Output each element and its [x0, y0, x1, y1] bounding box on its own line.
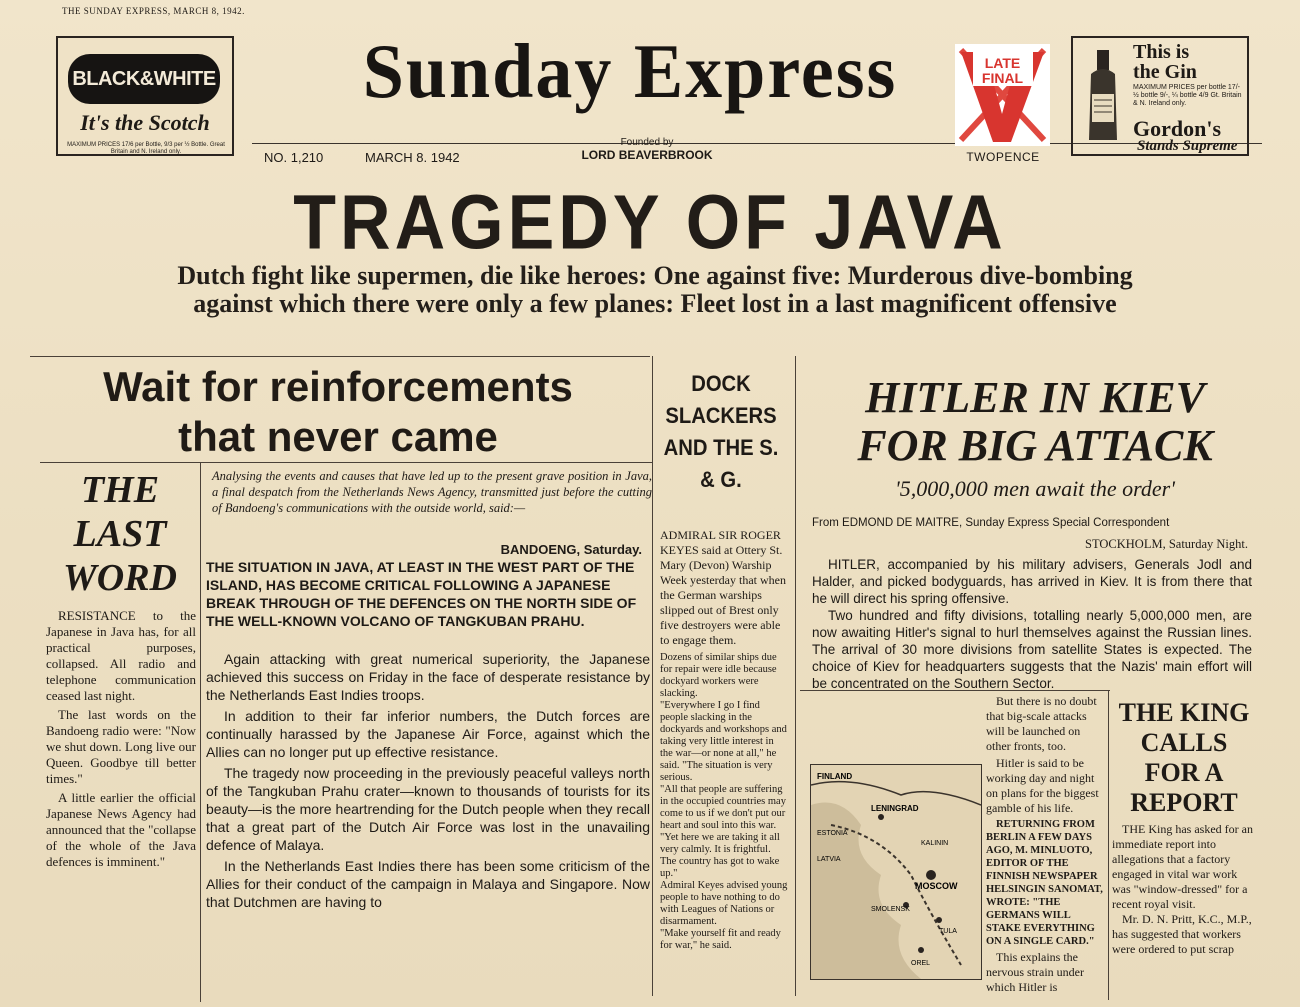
last-word-headline: THE LAST WORD — [62, 469, 178, 599]
hitler-story-dateline: STOCKHOLM, Saturday Night. — [1085, 537, 1248, 551]
hitler-story-headline — [800, 374, 1270, 470]
column-rule — [1108, 690, 1109, 1000]
left-story-paragraph: In addition to their far inferior numbers, the Dutch forces are continually harassed by the Japanese Air Force, against which the Allies can no longer put up effective resistance. — [206, 708, 650, 760]
last-word-paragraph: The last words on the Bandoeng radio were: "Now we shut down. Long live our Queen. Goodbye till better times." — [46, 707, 196, 786]
gin-brand: Gordon's — [1133, 116, 1222, 141]
column-rule — [652, 356, 653, 996]
eastern-front-map — [810, 764, 982, 980]
king-story-paragraph: Mr. D. N. Pritt, K.C., M.P., has suggested that workers were ordered to put scrap — [1112, 912, 1252, 956]
king-story-paragraph: THE King has asked for an immediate report into allegations that a factory engaged in vital war work was "window-dressed" for a recent royal visit. — [1112, 822, 1253, 911]
hitler-story-paragraph: Two hundred and fifty divisions, totalling nearly 5,000,000 men, are now awaiting Hitler's signal to hurl themselves against the Russian lines. The arrival of 30 more divisions from satellite States is expected. The choice of Kiev for headquarters suggests that the Nazis' main effort will be concentrated on the Southern Sector. — [812, 608, 1252, 691]
left-story-body — [206, 650, 650, 914]
dock-story-paragraph: "Yet here we are taking it all very calmly. It is frightful. The country has got to wake up." — [660, 832, 780, 879]
gin-ad-fine-print: MAXIMUM PRICES per bottle 17/- ½ bottle 9/-, ¼ bottle 4/9 Gt. Britain & N. Ireland only. — [1133, 84, 1242, 107]
column-rule — [795, 356, 796, 996]
left-story-lead: THE SITUATION IN JAVA, AT LEAST IN THE WEST PART OF THE ISLAND, HAS BECOME CRITICAL FOLLOWING A JAPANESE BREAK THROUGH OF THE DEFENCES ON THE NORTH SIDE OF THE WELL-KNOWN VOLCANO OF TANGKUBAN PRAHU. — [206, 559, 637, 629]
hitler-story-paragraph: But there is no doubt that big-scale attacks will be launched on other fronts, too. — [986, 694, 1097, 753]
left-story-paragraph: In the Netherlands East Indies there has been some criticism of the Allies for their conduct of the campaign in Malaya and Singapore. Now that Dutchmen are having to — [206, 858, 650, 910]
ad-black-and-white — [56, 36, 234, 156]
hitler-story-paragraph: HITLER, accompanied by his military advisers, Generals Jodl and Halder, and picked bodyguards, has arrived in Kiev. It is from there that he will direct his spring offensive. — [812, 557, 1252, 606]
map-label: TULA — [939, 928, 957, 935]
map-label: LENINGRAD — [871, 804, 919, 813]
gin-ad-line-1: This is — [1133, 41, 1190, 63]
left-story-headline — [28, 362, 648, 462]
dock-story-body — [660, 528, 788, 952]
king-story-body — [1112, 822, 1256, 957]
last-word-paragraph: RESISTANCE to the Japanese in Java has, for all practical purposes, collapsed. All radio and telephone communication ceased last night. — [46, 608, 196, 703]
hitler-story-paragraph: RETURNING FROM BERLIN A FEW DAYS AGO, M. MINLUOTO, EDITOR OF THE FINNISH NEWSPAPER HELSINGIN SANOMAT, WROTE: "THE GERMANS WILL STAKE EVERYTHING ON A SINGLE CARD." — [986, 819, 1103, 947]
column-rule — [40, 462, 652, 463]
hitler-headline-line-2: FOR BIG ATTACK — [857, 421, 1213, 470]
dock-story-paragraph: Admiral Keyes advised young people to have nothing to do with Leagues of Nations or disarmament. — [660, 880, 788, 927]
issue-date: MARCH 8. 1942 — [365, 150, 460, 165]
left-story-paragraph: Again attacking with great numerical superiority, the Japanese achieved this success on Friday in the face of desperate resistance by the Netherlands East Indies troops. — [206, 651, 650, 703]
column-rule — [30, 356, 650, 357]
dock-story-paragraph: "Make yourself fit and ready for war," he said. — [660, 928, 781, 951]
last-word-body — [46, 608, 196, 873]
map-label: LATVIA — [817, 856, 841, 863]
gin-ad-line-2: the Gin — [1133, 61, 1197, 83]
dock-story-paragraph: Dozens of similar ships due for repair were idle because dockyard workers were slacking. — [660, 652, 777, 699]
map-graphic — [811, 765, 981, 979]
late-label: LATE — [984, 55, 1021, 71]
left-story-paragraph: The tragedy now proceeding in the previously peaceful valleys north of the Tangkuban Prahu crater—known to thousands of tourists for its beauty—is the more heartrending for the Dutch people when they recall that a great part of the Dutch Air Force was lost in the unavailing defence of Malaya. — [206, 765, 650, 853]
founded-label: Founded by — [620, 137, 674, 148]
ad-gordons-gin — [1071, 36, 1249, 156]
hitler-story-continued — [986, 694, 1106, 997]
late-final-box — [955, 44, 1050, 146]
map-label: FINLAND — [817, 772, 853, 781]
final-label: FINAL — [981, 70, 1024, 86]
hitler-story-paragraph: This explains the nervous strain under which Hitler is — [986, 950, 1084, 994]
founded-by — [572, 136, 722, 163]
late-final-label — [955, 56, 1050, 86]
king-story-headline: THE KING CALLS FOR A REPORT — [1118, 698, 1250, 817]
dock-story-paragraph: ADMIRAL SIR ROGER KEYES said at Ottery St. Mary (Devon) Warship Week yesterday that when the German warships slipped out of Brest only five destroyers were able to engage them. — [660, 528, 786, 647]
hitler-story-body — [812, 556, 1252, 692]
map-label: MOSCOW — [915, 881, 958, 891]
left-story-intro: Analysing the events and causes that have led up to the present grave position in Java, a final despatch from the Netherlands News Agency, transmitted just before the cutting of Bandoeng's communications with the outside world, said:— — [212, 469, 652, 515]
left-headline-line-2: that never came — [178, 413, 498, 460]
gin-ad-headline — [1133, 42, 1197, 82]
map-label: ESTONIA — [817, 830, 848, 837]
map-label: OREL — [911, 960, 931, 967]
hitler-story-paragraph: Hitler is said to be working day and night on plans for the biggest gamble of his life. — [986, 756, 1099, 815]
left-story-dateline: BANDOENG, Saturday. — [500, 542, 642, 557]
left-headline-line-1: Wait for reinforcements — [103, 363, 573, 410]
map-label: SMOLENSK — [871, 906, 910, 913]
top-dateline: THE SUNDAY EXPRESS, MARCH 8, 1942. — [62, 6, 245, 16]
dock-story-paragraph: "All that people are suffering in the occupied countries may come to us if we don't put our heart and soul into this war. — [660, 784, 786, 831]
map-label: KALININ — [921, 840, 949, 847]
founder-name: LORD BEAVERBROOK — [581, 148, 713, 162]
column-rule — [200, 462, 201, 1002]
last-word-paragraph: A little earlier the official Japanese News Agency had announced that the "collapse of the whole of the Java defences is imminent." — [46, 790, 196, 869]
masthead: Sunday Express — [362, 28, 898, 116]
price: TWOPENCE — [966, 150, 1040, 164]
gin-bottle-icon — [1081, 48, 1125, 144]
ad-tagline: It's the Scotch — [80, 110, 210, 135]
hitler-headline-line-1: HITLER IN KIEV — [865, 373, 1205, 422]
issue-number: NO. 1,210 — [264, 150, 324, 165]
main-subheadline: Dutch fight like supermen, die like heroes: One against five: Murderous dive-bombing against which there were only a few planes: Fleet lost in a last magnificent offensive — [177, 261, 1133, 318]
main-headline: TRAGEDY OF JAVA — [293, 179, 1007, 265]
hitler-story-subhead: '5,000,000 men await the order' — [895, 476, 1175, 501]
ad-fine-print: MAXIMUM PRICES 17/6 per Bottle, 9/3 per ½ Bottle. Great Britain and N. Ireland only. — [67, 142, 225, 155]
gin-slogan: Stands Supreme — [1137, 138, 1238, 154]
hitler-story-byline: From EDMOND DE MAITRE, Sunday Express Special Correspondent — [812, 517, 1170, 529]
ad-logo: BLACK&WHITE — [68, 54, 220, 104]
dock-story-paragraph: "Everywhere I go I find people slacking in the dockyards and workshops and taking very little interest in the war—or none at all," he said. "The situation is very serious. — [660, 700, 787, 783]
dock-story-headline: DOCK SLACKERS AND THE S. & G. — [663, 371, 779, 492]
